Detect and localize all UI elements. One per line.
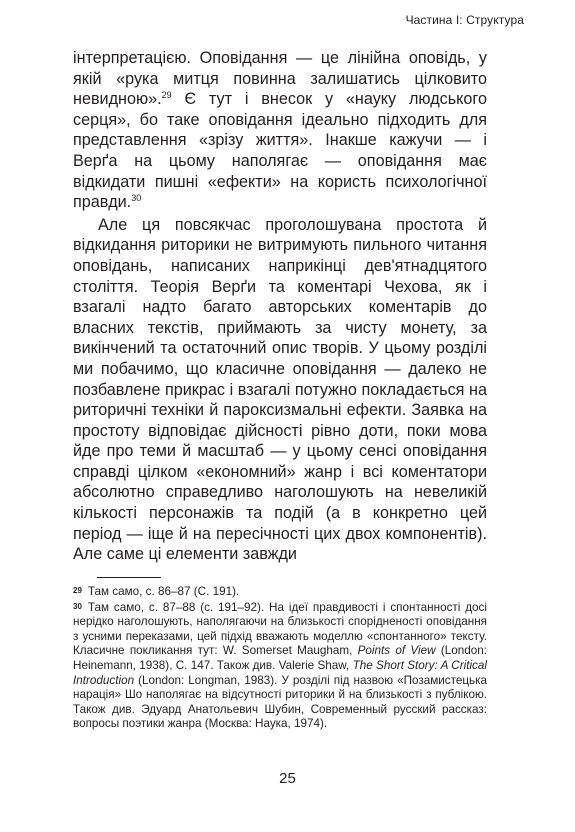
paragraph-1	[73, 48, 487, 213]
footnote-30-title-1: Points of View	[357, 644, 436, 658]
footnote-number-29: 29	[73, 586, 82, 595]
paragraph-2: Але ця повсякчас проголошувана простота й відкидання риторики не витримують пильного читання оповідань, написаних наприкінці дев'ятнадцятого століття. Теорія Верґи та коментарі Чехова, як і взагалі надто багато авторських коментарів до власних текстів, приймають за чисту монету, за викінчений та остаточний опис творів. У цьому розділі ми побачимо, що класичне оповідання — далеко не позбавлене прикрас і взагалі потужно покладається на риторичні техніки й пароксизмальні ефекти. Заявка на простоту відповідає дійсності рівно доти, поки мова йде про теми й масштаб — у цьому сенсі оповідання справді цілком «економний» жанр і всі коментатори абсолютно справедливо наголошують на невеликій кількості персонажів та подій (а в конкретно цей період — іще й на пересічності цих двох компонентів). Але саме ці елементи завжди	[73, 215, 487, 564]
footnote-30-text-b: (London: Heinemann, 1938), С. 147. Також див. Valerie Shaw,	[73, 644, 487, 672]
footnote-29-text: Там само, с. 86–87 (С. 191).	[87, 585, 240, 598]
footnote-ref-29: 29	[161, 90, 172, 101]
running-head: Частина І: Структура	[405, 13, 524, 27]
footnote-30-title-2: The Short Story: A Critical Introduction	[73, 658, 487, 687]
body-text	[73, 48, 487, 565]
page-number: 25	[279, 770, 296, 787]
footnote-number-30: 30	[73, 601, 82, 611]
footnote-30	[73, 600, 487, 732]
footnote-separator	[97, 577, 161, 578]
footnote-30-text-a: Там само, с. 87–88 (с. 191–92). На ідеї правдивості і спонтанності досі нерідко наголошують, наполягаючи на близькості спорідненості оповідання з усними переказами, цей підхід вважають моделлю «спонтанного» тексту. Класичне покликання тут: W. Somerset Maugham,	[73, 600, 487, 658]
footnote-ref-30: 30	[131, 193, 142, 204]
footnotes	[73, 584, 487, 732]
paragraph-1-text-b: Є тут і внесок у «науку людського серця», бо таке оповідання ідеально підходить для представлення «зрізу життя». Інакше кажучи — і Верґа на цьому наполягає — оповідання має відкидати пишні «ефекти» на користь психологічної правди.	[73, 90, 487, 212]
footnote-29	[73, 584, 487, 600]
paragraph-1-text-a: інтерпретацією. Оповідання — це лінійна оповідь, у якій «рука митця повинна залишатись цілковито невидною».	[73, 49, 487, 109]
footnote-30-text-c: (London: Longman, 1983). У розділі під назвою «Позамистецька нарація» Шо наполягає на відсутності риторики й на близькості з публікою. Також див. Эдуард Анатольевич Шубин, Современный русский рассказ: вопросы поэтики жанра (Москва: Наука, 1974).	[73, 673, 487, 731]
